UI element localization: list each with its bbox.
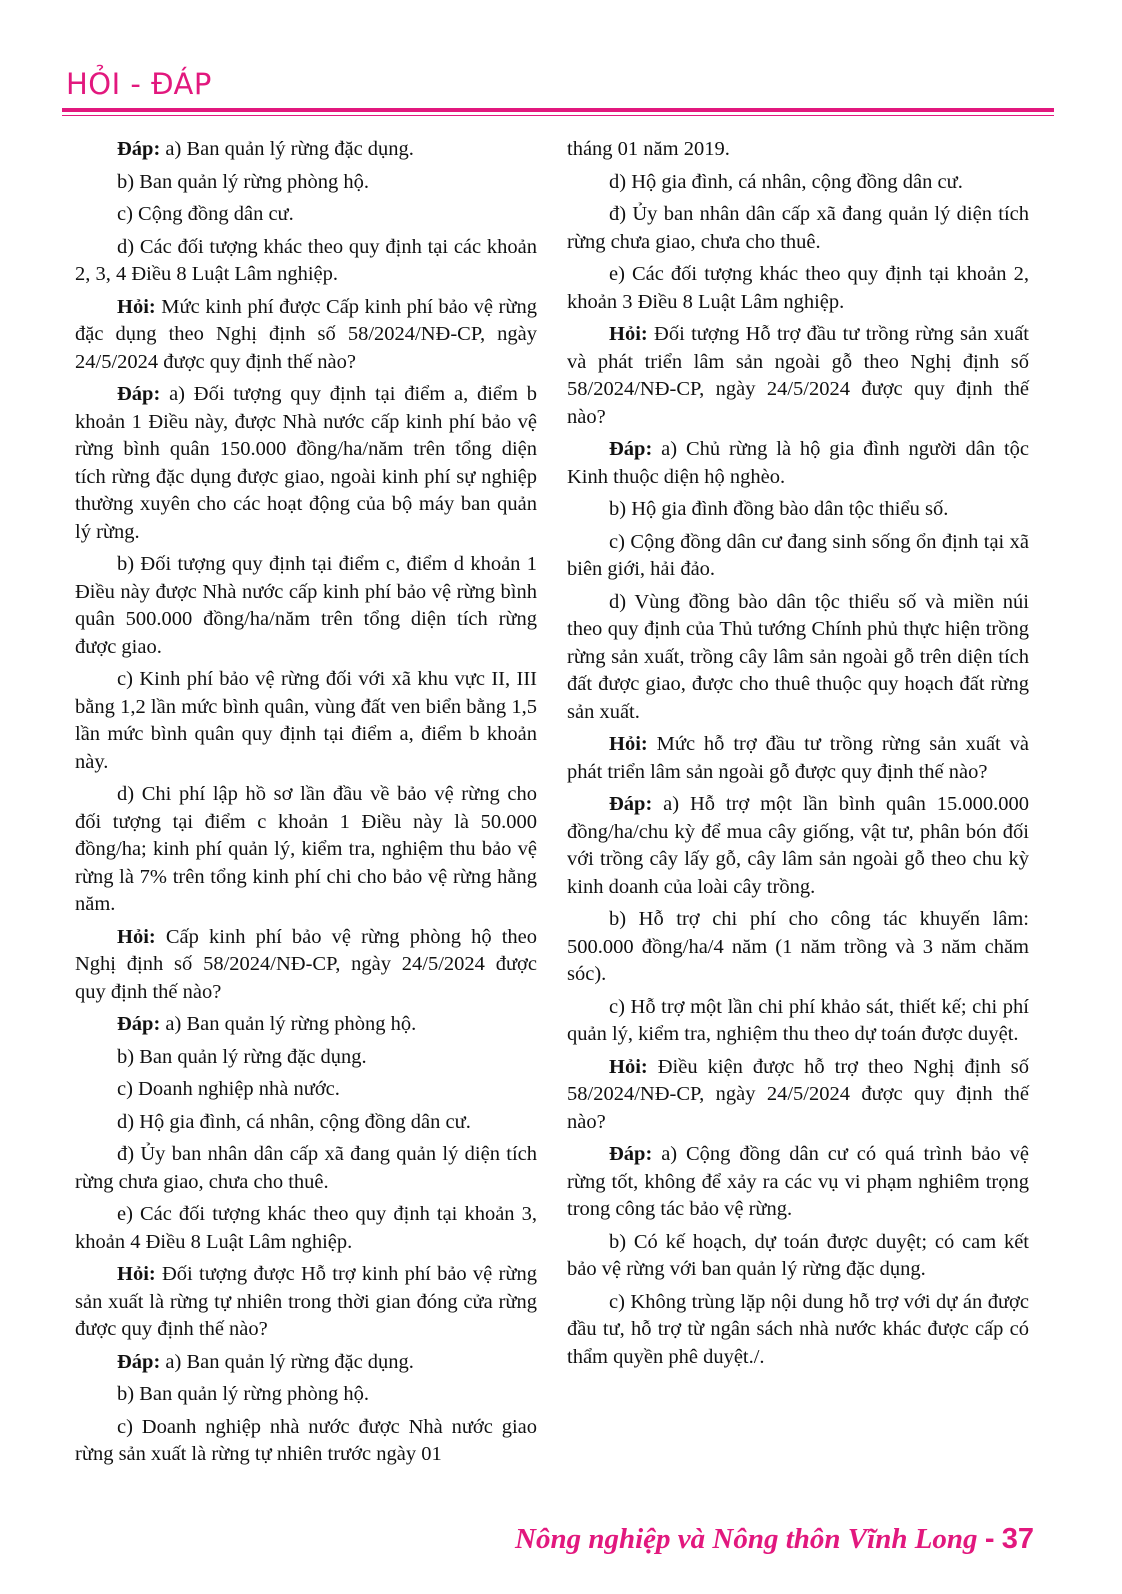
paragraph (75, 1109, 537, 1137)
paragraph (567, 1141, 1029, 1224)
paragraph-text: d) Hộ gia đình, cá nhân, cộng đồng dân cư. (117, 1110, 471, 1133)
header-rule-thick (62, 108, 1054, 112)
paragraph-text: Cấp kinh phí bảo vệ rừng phòng hộ theo Nghị định số 58/2024/NĐ-CP, ngày 24/5/2024 được quy định thế nào? (75, 925, 537, 1003)
answer-label: Đáp: (609, 438, 653, 460)
paragraph-text: b) Có kế hoạch, dự toán được duyệt; có cam kết bảo vệ rừng với ban quản lý rừng đặc dụng. (567, 1230, 1029, 1280)
header-rule-thin (62, 115, 1054, 116)
question-label: Hỏi: (609, 1055, 648, 1078)
footer (515, 1525, 1034, 1554)
question-label: Hỏi: (117, 925, 156, 948)
paragraph (75, 136, 537, 164)
answer-label: Đáp: (117, 383, 161, 405)
paragraph-text: c) Doanh nghiệp nhà nước. (117, 1078, 340, 1100)
paragraph (75, 1201, 537, 1256)
paragraph (567, 169, 1029, 197)
paragraph-text: a) Ban quản lý rừng đặc dụng. (160, 138, 414, 160)
paragraph-text: a) Hỗ trợ một lần bình quân 15.000.000 đồng/ha/chu kỳ để mua cây giống, vật tư, phân bón đối với trồng cây lấy gỗ, cây lâm sản ngoài gỗ theo chu kỳ kinh doanh của loài cây trồng. (567, 793, 1029, 898)
paragraph-text: c) Hỗ trợ một lần chi phí khảo sát, thiết kế; chi phí quản lý, kiểm tra, nghiệm thu theo dự toán được duyệt. (567, 995, 1029, 1045)
paragraph (75, 294, 537, 377)
paragraph (75, 666, 537, 776)
section-title: HỎI - ĐÁP (66, 67, 212, 101)
paragraph (75, 1381, 537, 1409)
paragraph-text: a) Ban quản lý rừng phòng hộ. (160, 1013, 417, 1035)
answer-label: Đáp: (117, 1013, 161, 1035)
paragraph (567, 201, 1029, 256)
paragraph (75, 234, 537, 289)
answer-label: Đáp: (609, 793, 653, 815)
paragraph (75, 1414, 537, 1469)
paragraph (75, 201, 537, 229)
answer-label: Đáp: (117, 138, 161, 160)
page-number: 37 (1001, 1523, 1034, 1555)
paragraph-text: đ) Ủy ban nhân dân cấp xã đang quản lý diện tích rừng chưa giao, chưa cho thuê. (567, 203, 1029, 253)
paragraph (567, 906, 1029, 989)
paragraph (567, 791, 1029, 901)
paragraph (567, 994, 1029, 1049)
paragraph-text: a) Cộng đồng dân cư có quá trình bảo vệ rừng tốt, không để xảy ra các vụ vi phạm nghiêm trọng trong công tác bảo vệ rừng. (567, 1143, 1029, 1220)
paragraph-text: b) Ban quản lý rừng phòng hộ. (117, 1383, 369, 1405)
paragraph-text: b) Hỗ trợ chi phí cho công tác khuyến lâm: 500.000 đồng/ha/4 năm (1 năm trồng và 3 năm chăm sóc). (567, 908, 1029, 985)
right-column (567, 136, 1029, 1376)
paragraph (75, 169, 537, 197)
paragraph-text: e) Các đối tượng khác theo quy định tại khoản 2, khoản 3 Điều 8 Luật Lâm nghiệp. (567, 263, 1029, 313)
paragraph-text: a) Ban quản lý rừng đặc dụng. (160, 1350, 414, 1373)
answer-label: Đáp: (609, 1143, 653, 1165)
paragraph-text: d) Các đối tượng khác theo quy định tại các khoản 2, 3, 4 Điều 8 Luật Lâm nghiệp. (75, 235, 537, 285)
paragraph (567, 1289, 1029, 1372)
left-column (75, 136, 537, 1474)
paragraph-text: b) Ban quản lý rừng phòng hộ. (117, 170, 369, 193)
paragraph-text: a) Chủ rừng là hộ gia đình người dân tộc Kinh thuộc diện hộ nghèo. (567, 438, 1029, 488)
paragraph-text: b) Đối tượng quy định tại điểm c, điểm d khoản 1 Điều này được Nhà nước cấp kinh phí bảo vệ rừng bình quân 500.000 đồng/ha/năm trên tổng diện tích rừng được giao. (75, 553, 537, 658)
paragraph-text: Mức hỗ trợ đầu tư trồng rừng sản xuất và phát triển lâm sản ngoài gỗ được quy định thế nào? (567, 733, 1029, 783)
paragraph (75, 924, 537, 1007)
paragraph (567, 731, 1029, 786)
continuation-paragraph: tháng 01 năm 2019. (567, 138, 730, 160)
paragraph (75, 1011, 537, 1039)
paragraph-text: e) Các đối tượng khác theo quy định tại khoản 3, khoản 4 Điều 8 Luật Lâm nghiệp. (75, 1203, 537, 1253)
paragraph-text: Đối tượng được Hỗ trợ kinh phí bảo vệ rừng sản xuất là rừng tự nhiên trong thời gian đóng cửa rừng được quy định thế nào? (75, 1263, 537, 1340)
question-label: Hỏi: (117, 1263, 156, 1285)
paragraph-text: b) Hộ gia đình đồng bào dân tộc thiểu số. (609, 498, 949, 520)
paragraph (567, 496, 1029, 524)
paragraph-text: c) Không trùng lặp nội dung hỗ trợ với dự án được đầu tư, hỗ trợ từ ngân sách nhà nước khác được cấp có thẩm quyền phê duyệt./. (567, 1290, 1029, 1368)
paragraph (75, 1141, 537, 1196)
question-label: Hỏi: (609, 323, 648, 345)
paragraph-text: c) Doanh nghiệp nhà nước được Nhà nước giao rừng sản xuất là rừng tự nhiên trước ngày 01 (75, 1415, 537, 1465)
paragraph-text: d) Hộ gia đình, cá nhân, cộng đồng dân cư. (609, 170, 963, 193)
paragraph-text: Mức kinh phí được Cấp kinh phí bảo vệ rừng đặc dụng theo Nghị định số 58/2024/NĐ-CP, ngày 24/5/2024 được quy định thế nào? (75, 295, 537, 373)
paragraph-text: a) Đối tượng quy định tại điểm a, điểm b khoản 1 Điều này, được Nhà nước cấp kinh phí bảo vệ rừng bình quân 150.000 đồng/ha/năm trên tổng diện tích rừng đặc dụng được giao, ngoài kinh phí sự nghiệp thường xuyên cho các hoạt động của bộ máy ban quản lý rừng. (75, 383, 537, 543)
paragraph (75, 781, 537, 919)
paragraph (567, 261, 1029, 316)
paragraph-text: d) Vùng đồng bào dân tộc thiểu số và miền núi theo quy định của Thủ tướng Chính phủ thực hiện trồng rừng sản xuất, trồng cây lâm sản ngoài gỗ trên diện tích đất được giao, được cho thuê thuộc quy hoạch đất rừng sản xuất. (567, 590, 1029, 723)
paragraph-text: đ) Ủy ban nhân dân cấp xã đang quản lý diện tích rừng chưa giao, chưa cho thuê. (75, 1143, 537, 1193)
paragraph (567, 529, 1029, 584)
paragraph-text: c) Cộng đồng dân cư đang sinh sống ổn định tại xã biên giới, hải đảo. (567, 530, 1029, 580)
question-label: Hỏi: (117, 295, 156, 318)
paragraph (567, 589, 1029, 727)
paragraph (75, 1349, 537, 1377)
paragraph (75, 381, 537, 546)
paragraph (567, 1054, 1029, 1137)
answer-label: Đáp: (117, 1350, 161, 1373)
footer-separator: - (984, 1523, 995, 1555)
paragraph-text: c) Cộng đồng dân cư. (117, 203, 294, 225)
paragraph-text: c) Kinh phí bảo vệ rừng đối với xã khu vực II, III bằng 1,2 lần mức bình quân, vùng đất ven biển bằng 1,5 lần mức bình quân quy định tại điểm a, điểm b khoản này. (75, 668, 537, 773)
paragraph (567, 1229, 1029, 1284)
paragraph-text: d) Chi phí lập hồ sơ lần đầu về bảo vệ rừng cho đối tượng tại điểm c khoản 1 Điều này là 50.000 đồng/ha; kinh phí quản lý, kiểm tra, nghiệm thu bảo vệ rừng là 7% trên tổng kinh phí chi cho bảo vệ rừng hằng năm. (75, 783, 537, 915)
paragraph (567, 321, 1029, 431)
question-label: Hỏi: (609, 733, 648, 755)
paragraph-text: b) Ban quản lý rừng đặc dụng. (117, 1045, 367, 1068)
paragraph-text: Đối tượng Hỗ trợ đầu tư trồng rừng sản xuất và phát triển lâm sản ngoài gỗ theo Nghị định số 58/2024/NĐ-CP, ngày 24/5/2024 được quy định thế nào? (567, 323, 1029, 428)
paragraph (75, 1044, 537, 1072)
paragraph (75, 551, 537, 661)
paragraph (75, 1261, 537, 1344)
paragraph (75, 1076, 537, 1104)
magazine-name: Nông nghiệp và Nông thôn Vĩnh Long (515, 1523, 978, 1555)
paragraph-text: Điều kiện được hỗ trợ theo Nghị định số 58/2024/NĐ-CP, ngày 24/5/2024 được quy định thế nào? (567, 1055, 1029, 1133)
paragraph (567, 436, 1029, 491)
